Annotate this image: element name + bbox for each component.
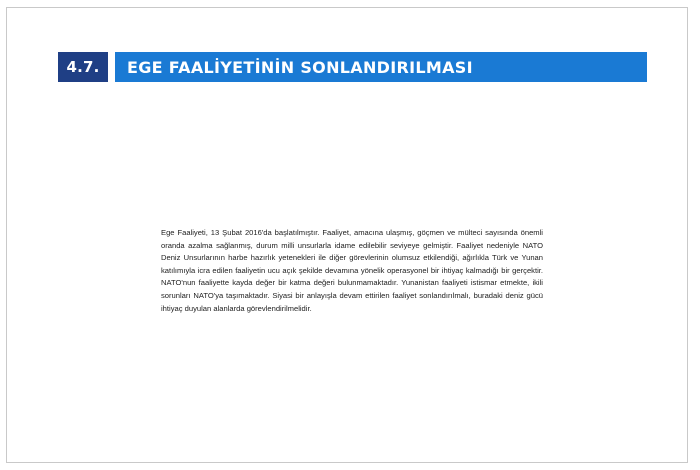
header-divider (108, 52, 115, 82)
body-paragraph: Ege Faaliyeti, 13 Şubat 2016'da başlatılmıştır. Faaliyet, amacına ulaşmış, göçmen ve mülteci sayısında önemli oranda azalma sağlanmış, durum milli unsurlarla idame edilebilir seviyeye gelmiştir. Faaliyet nedeniyle NATO Deniz Unsurlarının harbe hazırlık yetenekleri ile diğer görevlerinin olumsuz etkilendiği, ağırlıkla Türk ve Yunan katılımıyla icra edilen faaliyetin ucu açık şekilde devamına yönelik operasyonel bir ihtiyaç kalmadığı bir gerçektir. NATO'nun faaliyette kayda değer bir katma değeri bulunmamaktadır. Yunanistan faaliyeti istismar etmekte, ikili sorunları NATO'ya taşımaktadır. Siyasi bir anlayışla devam ettirilen faaliyet sonlandırılmalı, buradaki deniz gücü ihtiyaç duyulan alanlarda görevlendirilmelidir. (161, 228, 543, 313)
section-title: EGE FAALİYETİNİN SONLANDIRILMASI (115, 52, 647, 82)
section-header (58, 52, 647, 82)
section-number: 4.7. (58, 52, 108, 82)
